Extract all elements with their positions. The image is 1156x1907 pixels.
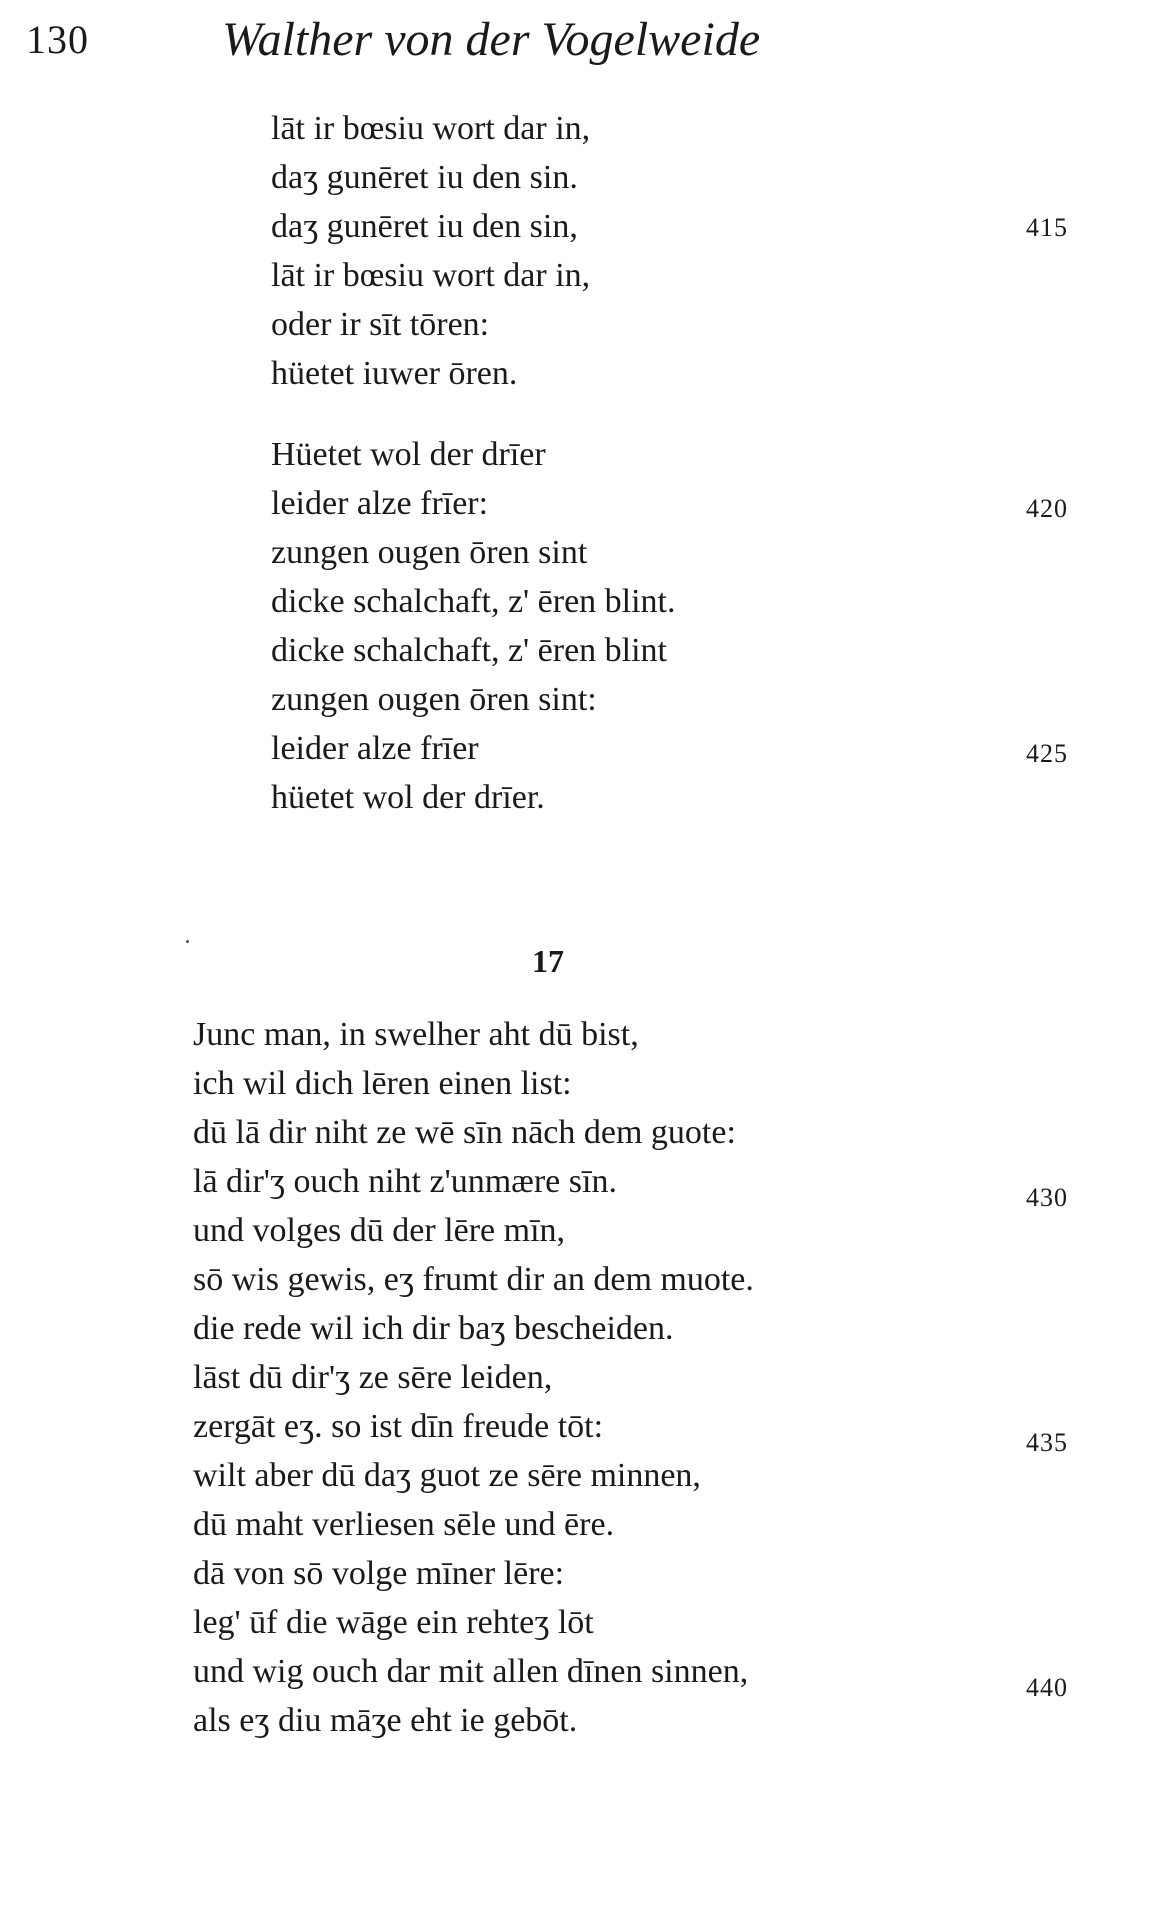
line-number: 430 — [1026, 1183, 1068, 1212]
verse-line: sō wis gewis, eʒ frumt dir an dem muote. — [193, 1261, 754, 1298]
verse-line: lā dir'ʒ ouch niht z'unmære sīn. — [193, 1163, 617, 1200]
verse-line: und volges dū der lēre mīn, — [193, 1212, 566, 1249]
verse-line: dicke schalchaft, z' ēren blint. — [271, 583, 676, 620]
line-number: 425 — [1026, 739, 1068, 768]
verse-line: lāt ir bœsiu wort dar in, — [271, 110, 591, 147]
running-head: Walther von der Vogelweide — [222, 13, 761, 66]
verse-line: dū lā dir niht ze wē sīn nāch dem guote: — [193, 1114, 736, 1151]
verse-line: zergāt eʒ. so ist dīn freude tōt: — [193, 1408, 604, 1445]
stanza-a — [271, 104, 590, 398]
verse-line: wilt aber dū daʒ guot ze sēre minnen, — [193, 1457, 701, 1494]
verse-line: ich wil dich lēren einen list: — [193, 1065, 572, 1102]
verse-line: dū maht verliesen sēle und ēre. — [193, 1506, 615, 1543]
verse-line: Junc man, in swelher aht dū bist, — [193, 1016, 639, 1053]
verse-line: zungen ougen ōren sint: — [271, 681, 597, 718]
verse-line: dicke schalchaft, z' ēren blint — [271, 632, 667, 669]
verse-line: hüetet iuwer ōren. — [271, 355, 518, 392]
verse-line: leg' ūf die wāge ein rehteʒ lōt — [193, 1604, 594, 1641]
verse-line: oder ir sīt tōren: — [271, 306, 490, 343]
line-number: 420 — [1026, 494, 1068, 523]
verse-line: als eʒ diu māʒe eht ie gebōt. — [193, 1702, 578, 1739]
verse-line: lāt ir bœsiu wort dar in, — [271, 257, 591, 294]
verse-line: die rede wil ich dir baʒ bescheiden. — [193, 1310, 674, 1347]
verse-line: leider alze frīer: — [271, 485, 489, 522]
verse-line: daʒ gunēret iu den sin. — [271, 159, 578, 196]
verse-line: hüetet wol der drīer. — [271, 779, 545, 816]
verse-line: Hüetet wol der drīer — [271, 436, 546, 473]
poem-17-stanza — [193, 1010, 754, 1745]
line-number: 440 — [1026, 1673, 1068, 1702]
line-number: 435 — [1026, 1428, 1068, 1457]
line-number: 415 — [1026, 213, 1068, 242]
stanza-b — [271, 430, 676, 822]
poem-number: 17 — [532, 943, 564, 979]
verse-line: daʒ gunēret iu den sin, — [271, 208, 578, 245]
verse-line: und wig ouch dar mit allen dīnen sinnen, — [193, 1653, 749, 1690]
verse-line: dā von sō volge mīner lēre: — [193, 1555, 565, 1592]
ink-speck — [186, 940, 189, 943]
verse-line: lāst dū dir'ʒ ze sēre leiden, — [193, 1359, 553, 1396]
verse-line: zungen ougen ōren sint — [271, 534, 588, 571]
page-number: 130 — [26, 17, 89, 62]
verse-line: leider alze frīer — [271, 730, 479, 767]
